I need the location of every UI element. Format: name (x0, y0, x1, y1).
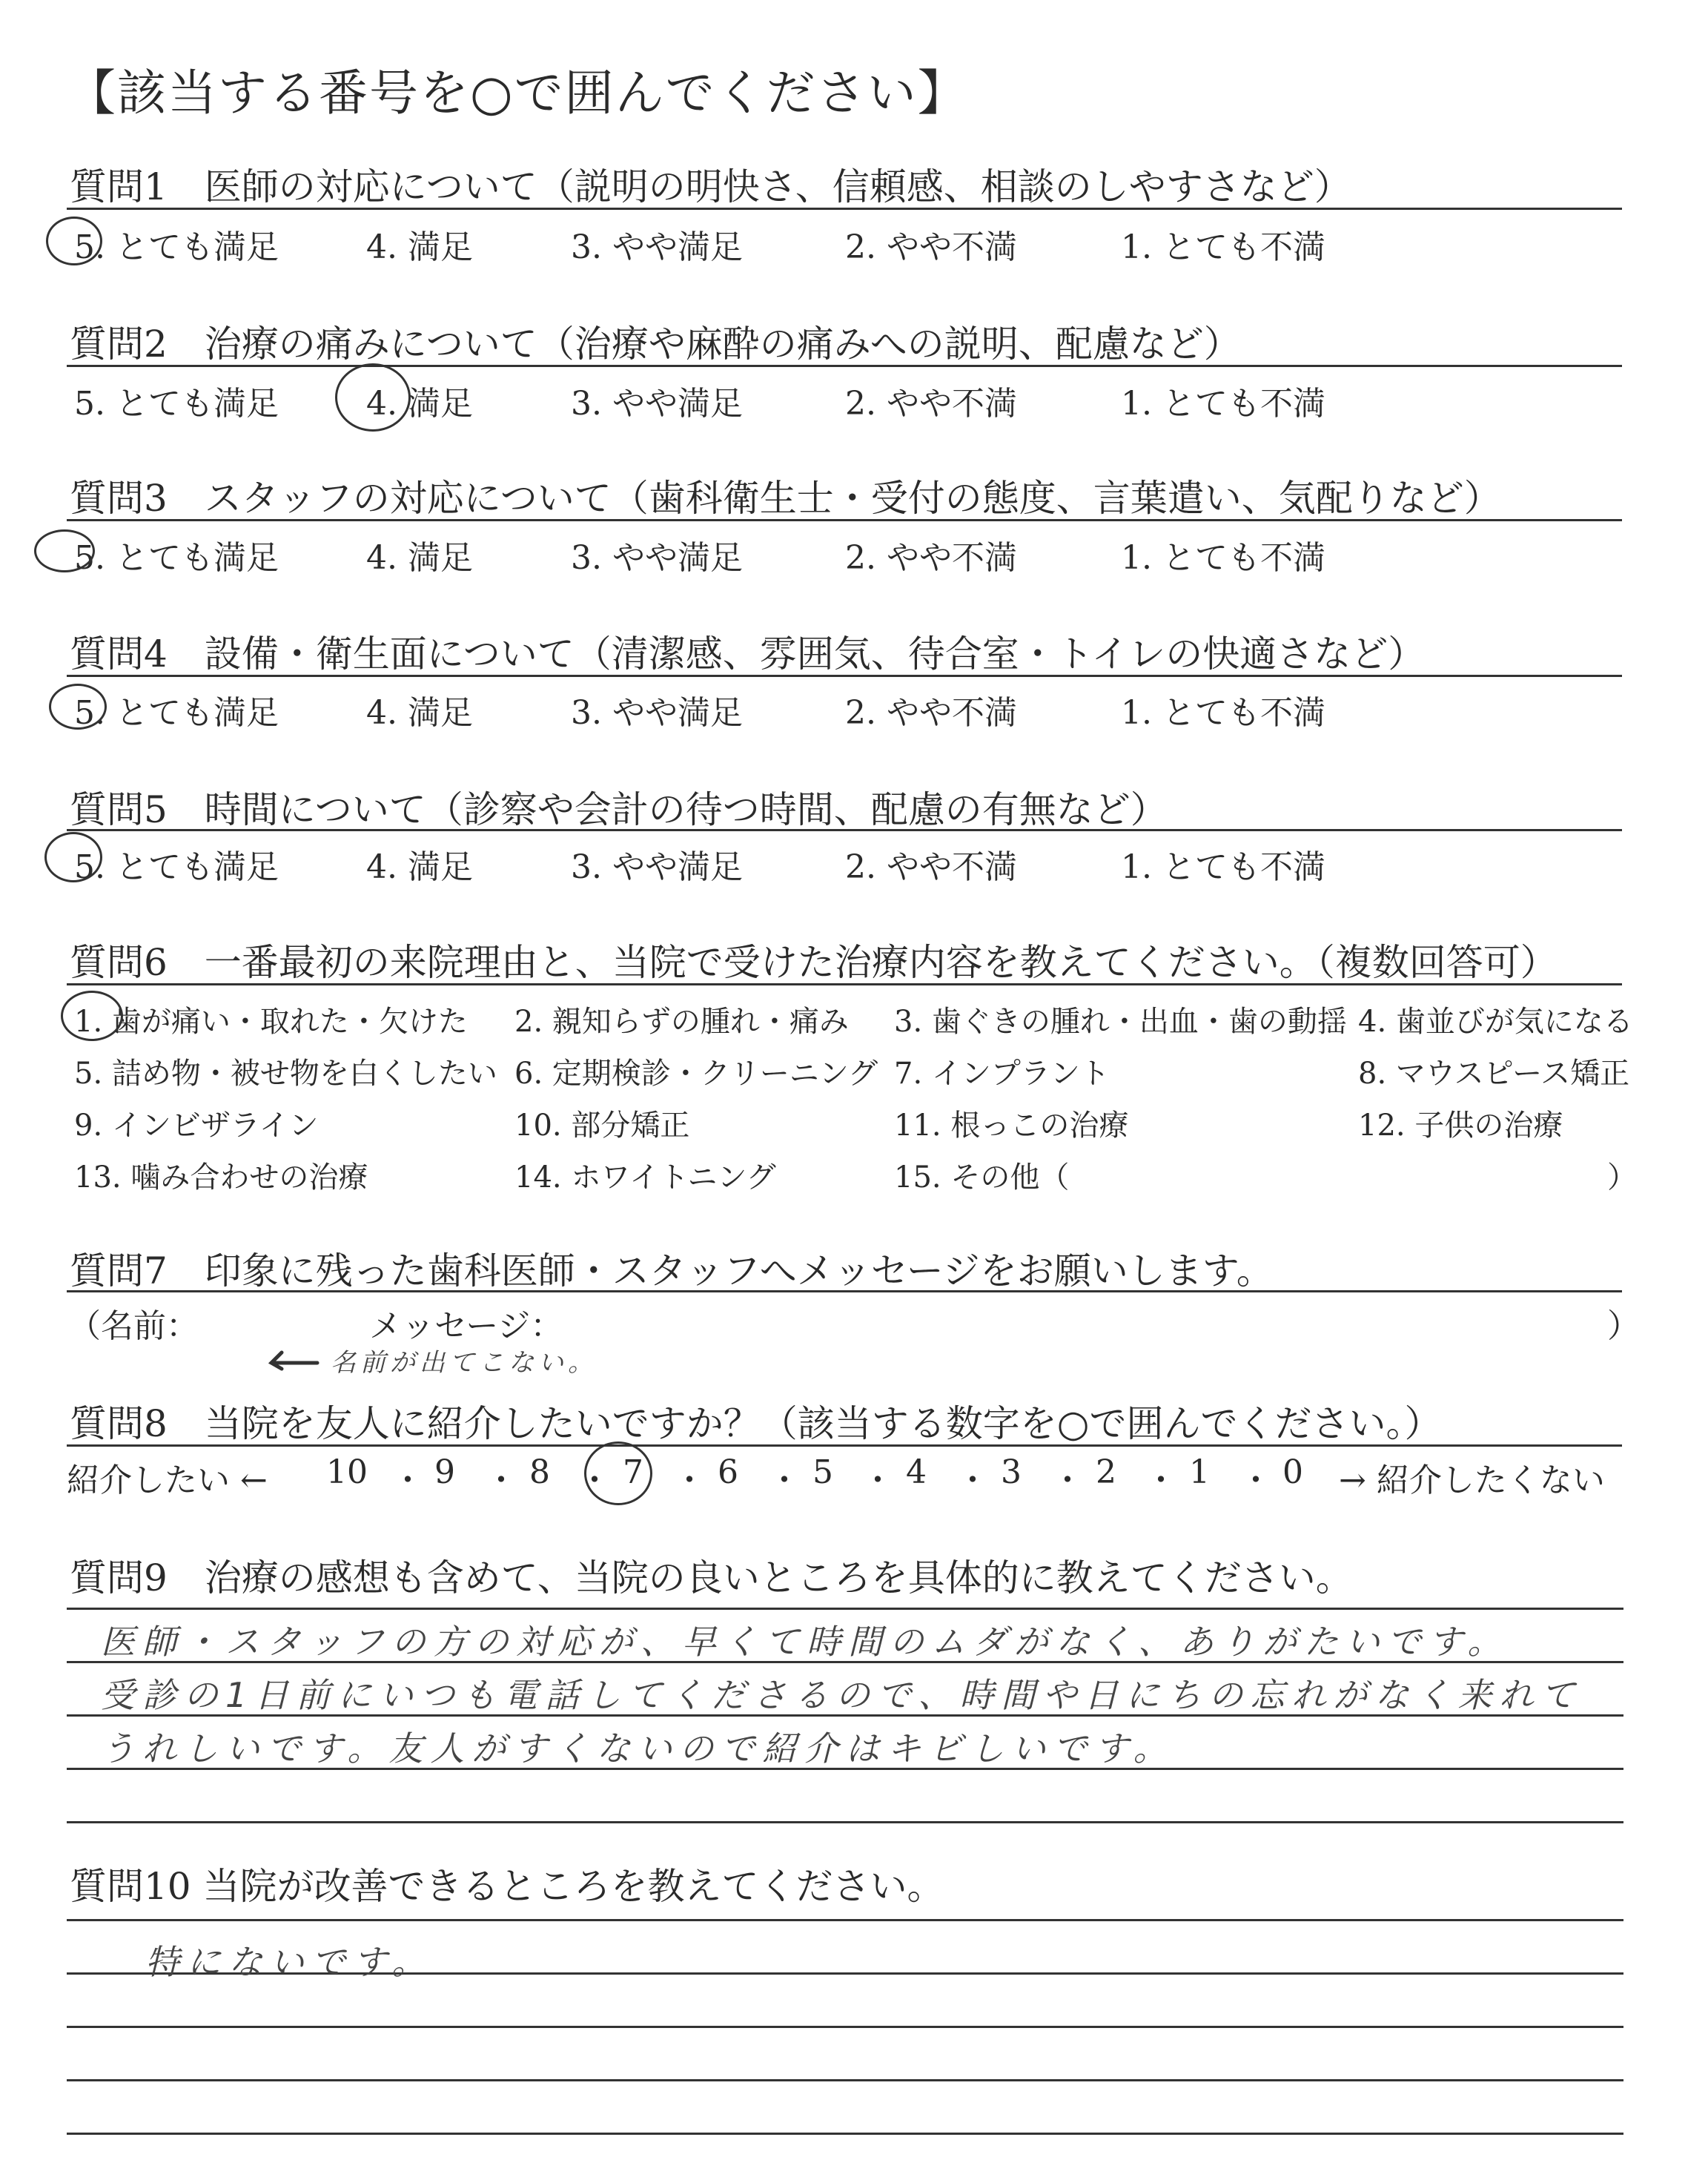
q7-close-paren: ） (1607, 1307, 1640, 1345)
q2-option-4[interactable]: 4. 満足 (366, 385, 473, 423)
q7-title: 質問7 印象に残った歯科医師・スタッフへメッセージをお願いします。 (70, 1249, 1274, 1292)
q8-scale-dot: ・ (1051, 1462, 1084, 1499)
q8-scale-dot: ・ (1239, 1462, 1272, 1499)
q6-choice-6[interactable]: 6. 定期検診・クリーニング (514, 1057, 878, 1091)
q9-line (67, 1821, 1623, 1823)
q1-option-2[interactable]: 2. やや不満 (845, 228, 1017, 266)
q6-rule (67, 983, 1622, 985)
q6-choice-5[interactable]: 5. 詰め物・被せ物を白くしたい (74, 1057, 497, 1091)
q8-rule (67, 1444, 1622, 1447)
q6-choice-2[interactable]: 2. 親知らずの腫れ・痛み (514, 1005, 849, 1039)
q8-scale-10[interactable]: 10 (326, 1453, 368, 1491)
q3-option-1[interactable]: 1. とても不満 (1121, 539, 1325, 577)
q6-choice-15[interactable]: 15. その他（ (894, 1160, 1070, 1195)
q8-scale-dot: ・ (1145, 1462, 1177, 1499)
q5-option-4[interactable]: 4. 満足 (366, 848, 473, 886)
q5-rule (67, 829, 1622, 831)
q8-scale-dot: ・ (768, 1462, 801, 1499)
q6-choice-12[interactable]: 12. 子供の治療 (1358, 1109, 1563, 1143)
q10-title: 質問10 当院が改善できるところを教えてください。 (70, 1865, 944, 1908)
q6-choice-13[interactable]: 13. 噛み合わせの治療 (74, 1160, 368, 1195)
q5-option-2[interactable]: 2. やや不満 (845, 848, 1017, 886)
q7-name-label: （名前： (68, 1307, 199, 1345)
q1-option-5[interactable]: 5. とても満足 (74, 228, 279, 266)
q5-option-1[interactable]: 1. とても不満 (1121, 848, 1325, 886)
q4-option-1[interactable]: 1. とても不満 (1121, 694, 1325, 732)
q8-scale-dot: ・ (956, 1462, 989, 1499)
page-header: 【該当する番号を○で囲んでください】 (67, 65, 968, 122)
q8-scale-dot: ・ (485, 1462, 517, 1499)
q6-choice-4[interactable]: 4. 歯並びが気になる (1358, 1005, 1633, 1039)
q8-selection-circle (584, 1441, 652, 1505)
q3-title: 質問3 スタッフの対応について（歯科衛生士・受付の態度、言葉遣い、気配りなど） (70, 477, 1501, 520)
q8-scale-0[interactable]: 0 (1282, 1453, 1303, 1491)
q1-rule (67, 208, 1622, 210)
q1-selection-circle (46, 217, 102, 265)
q2-option-2[interactable]: 2. やや不満 (845, 385, 1017, 423)
q8-scale-dot: ・ (578, 1462, 611, 1499)
q6-other-close-paren: ） (1607, 1160, 1637, 1195)
q10-line (67, 2133, 1623, 2135)
q6-choice-3[interactable]: 3. 歯ぐきの腫れ・出血・歯の動揺 (894, 1005, 1347, 1039)
q1-option-4[interactable]: 4. 満足 (366, 228, 473, 266)
q7-message-label: メッセージ： (369, 1307, 563, 1345)
q1-option-3[interactable]: 3. やや満足 (571, 228, 743, 266)
q3-option-2[interactable]: 2. やや不満 (845, 539, 1017, 577)
q1-title: 質問1 医師の対応について（説明の明快さ、信頼感、相談のしやすさなど） (70, 165, 1351, 208)
q10-line (67, 1919, 1623, 1921)
q6-choice-11[interactable]: 11. 根っこの治療 (894, 1109, 1129, 1143)
q5-selection-circle (44, 832, 102, 882)
q8-scale-2[interactable]: 2 (1096, 1453, 1116, 1491)
q8-title: 質問8 当院を友人に紹介したいですか？（該当する数字を○で囲んでください。） (70, 1402, 1442, 1445)
q9-answer-line: うれしいです。友人がすくないので紹介はキビしいです。 (101, 1728, 1175, 1768)
q8-scale-dot: ・ (861, 1462, 894, 1499)
q4-option-5[interactable]: 5. とても満足 (74, 694, 279, 732)
q8-left-label: 紹介したい ← (67, 1462, 268, 1499)
q3-rule (67, 519, 1622, 521)
q8-scale-7[interactable]: 7 (623, 1453, 643, 1491)
q4-title: 質問4 設備・衛生面について（清潔感、雰囲気、待合室・トイレの快適さなど） (70, 633, 1426, 676)
q8-scale-3[interactable]: 3 (1001, 1453, 1022, 1491)
q9-answer-line: 受診の1日前にいつも電話してくださるので、時間や日にちの忘れがなく来れて (101, 1675, 1583, 1715)
q2-option-1[interactable]: 1. とても不満 (1121, 385, 1325, 423)
q8-scale-dot: ・ (673, 1462, 706, 1499)
q9-title: 質問9 治療の感想も含めて、当院の良いところを具体的に教えてください。 (70, 1556, 1353, 1599)
q8-scale-8[interactable]: 8 (529, 1453, 550, 1491)
handwritten-arrow-icon (265, 1342, 320, 1372)
q10-line (67, 2026, 1623, 2028)
q2-selection-circle (335, 363, 411, 432)
q4-option-3[interactable]: 3. やや満足 (571, 694, 743, 732)
q8-scale-4[interactable]: 4 (906, 1453, 927, 1491)
q4-option-4[interactable]: 4. 満足 (366, 694, 473, 732)
q6-selection-circle (61, 991, 123, 1041)
q2-option-3[interactable]: 3. やや満足 (571, 385, 743, 423)
q3-option-5[interactable]: 5. とても満足 (74, 539, 279, 577)
q3-option-3[interactable]: 3. やや満足 (571, 539, 743, 577)
q6-choice-10[interactable]: 10. 部分矯正 (514, 1109, 690, 1143)
q8-scale-5[interactable]: 5 (812, 1453, 833, 1491)
q2-option-5[interactable]: 5. とても満足 (74, 385, 279, 423)
q8-scale-1[interactable]: 1 (1189, 1453, 1210, 1491)
q2-title: 質問2 治療の痛みについて（治療や麻酔の痛みへの説明、配慮など） (70, 323, 1241, 366)
q6-choice-8[interactable]: 8. マウスピース矯正 (1358, 1057, 1630, 1091)
q8-scale-6[interactable]: 6 (718, 1453, 738, 1491)
q6-choice-9[interactable]: 9. インビザライン (74, 1109, 319, 1143)
q8-right-label: → 紹介したくない (1339, 1462, 1605, 1499)
q2-rule (67, 365, 1622, 367)
q10-line (67, 2079, 1623, 2081)
q7-handwritten-note: 名前が出てこない。 (331, 1348, 598, 1378)
q9-line (67, 1608, 1623, 1610)
q10-answer-line: 特にないです。 (145, 1942, 434, 1982)
q5-title: 質問5 時間について（診察や会計の待つ時間、配慮の有無など） (70, 788, 1168, 831)
q7-rule (67, 1290, 1622, 1292)
q4-option-2[interactable]: 2. やや不満 (845, 694, 1017, 732)
q6-choice-14[interactable]: 14. ホワイトニング (514, 1160, 776, 1195)
q4-selection-circle (49, 684, 107, 730)
q3-selection-circle (34, 529, 95, 572)
q6-title: 質問6 一番最初の来院理由と、当院で受けた治療内容を教えてください。（複数回答可） (70, 941, 1558, 984)
q8-scale-dot: ・ (391, 1462, 424, 1499)
q5-option-3[interactable]: 3. やや満足 (571, 848, 743, 886)
q9-answer-line: 医師・スタッフの方の対応が、早くて時間のムダがなく、ありがたいです。 (101, 1622, 1509, 1662)
q6-choice-7[interactable]: 7. インプラント (894, 1057, 1110, 1091)
q5-option-5[interactable]: 5. とても満足 (74, 848, 279, 886)
q3-option-4[interactable]: 4. 満足 (366, 539, 473, 577)
q4-rule (67, 675, 1622, 677)
q8-scale-9[interactable]: 9 (434, 1453, 455, 1491)
q6-choice-1[interactable]: 1. 歯が痛い・取れた・欠けた (74, 1005, 468, 1039)
q1-option-1[interactable]: 1. とても不満 (1121, 228, 1325, 266)
